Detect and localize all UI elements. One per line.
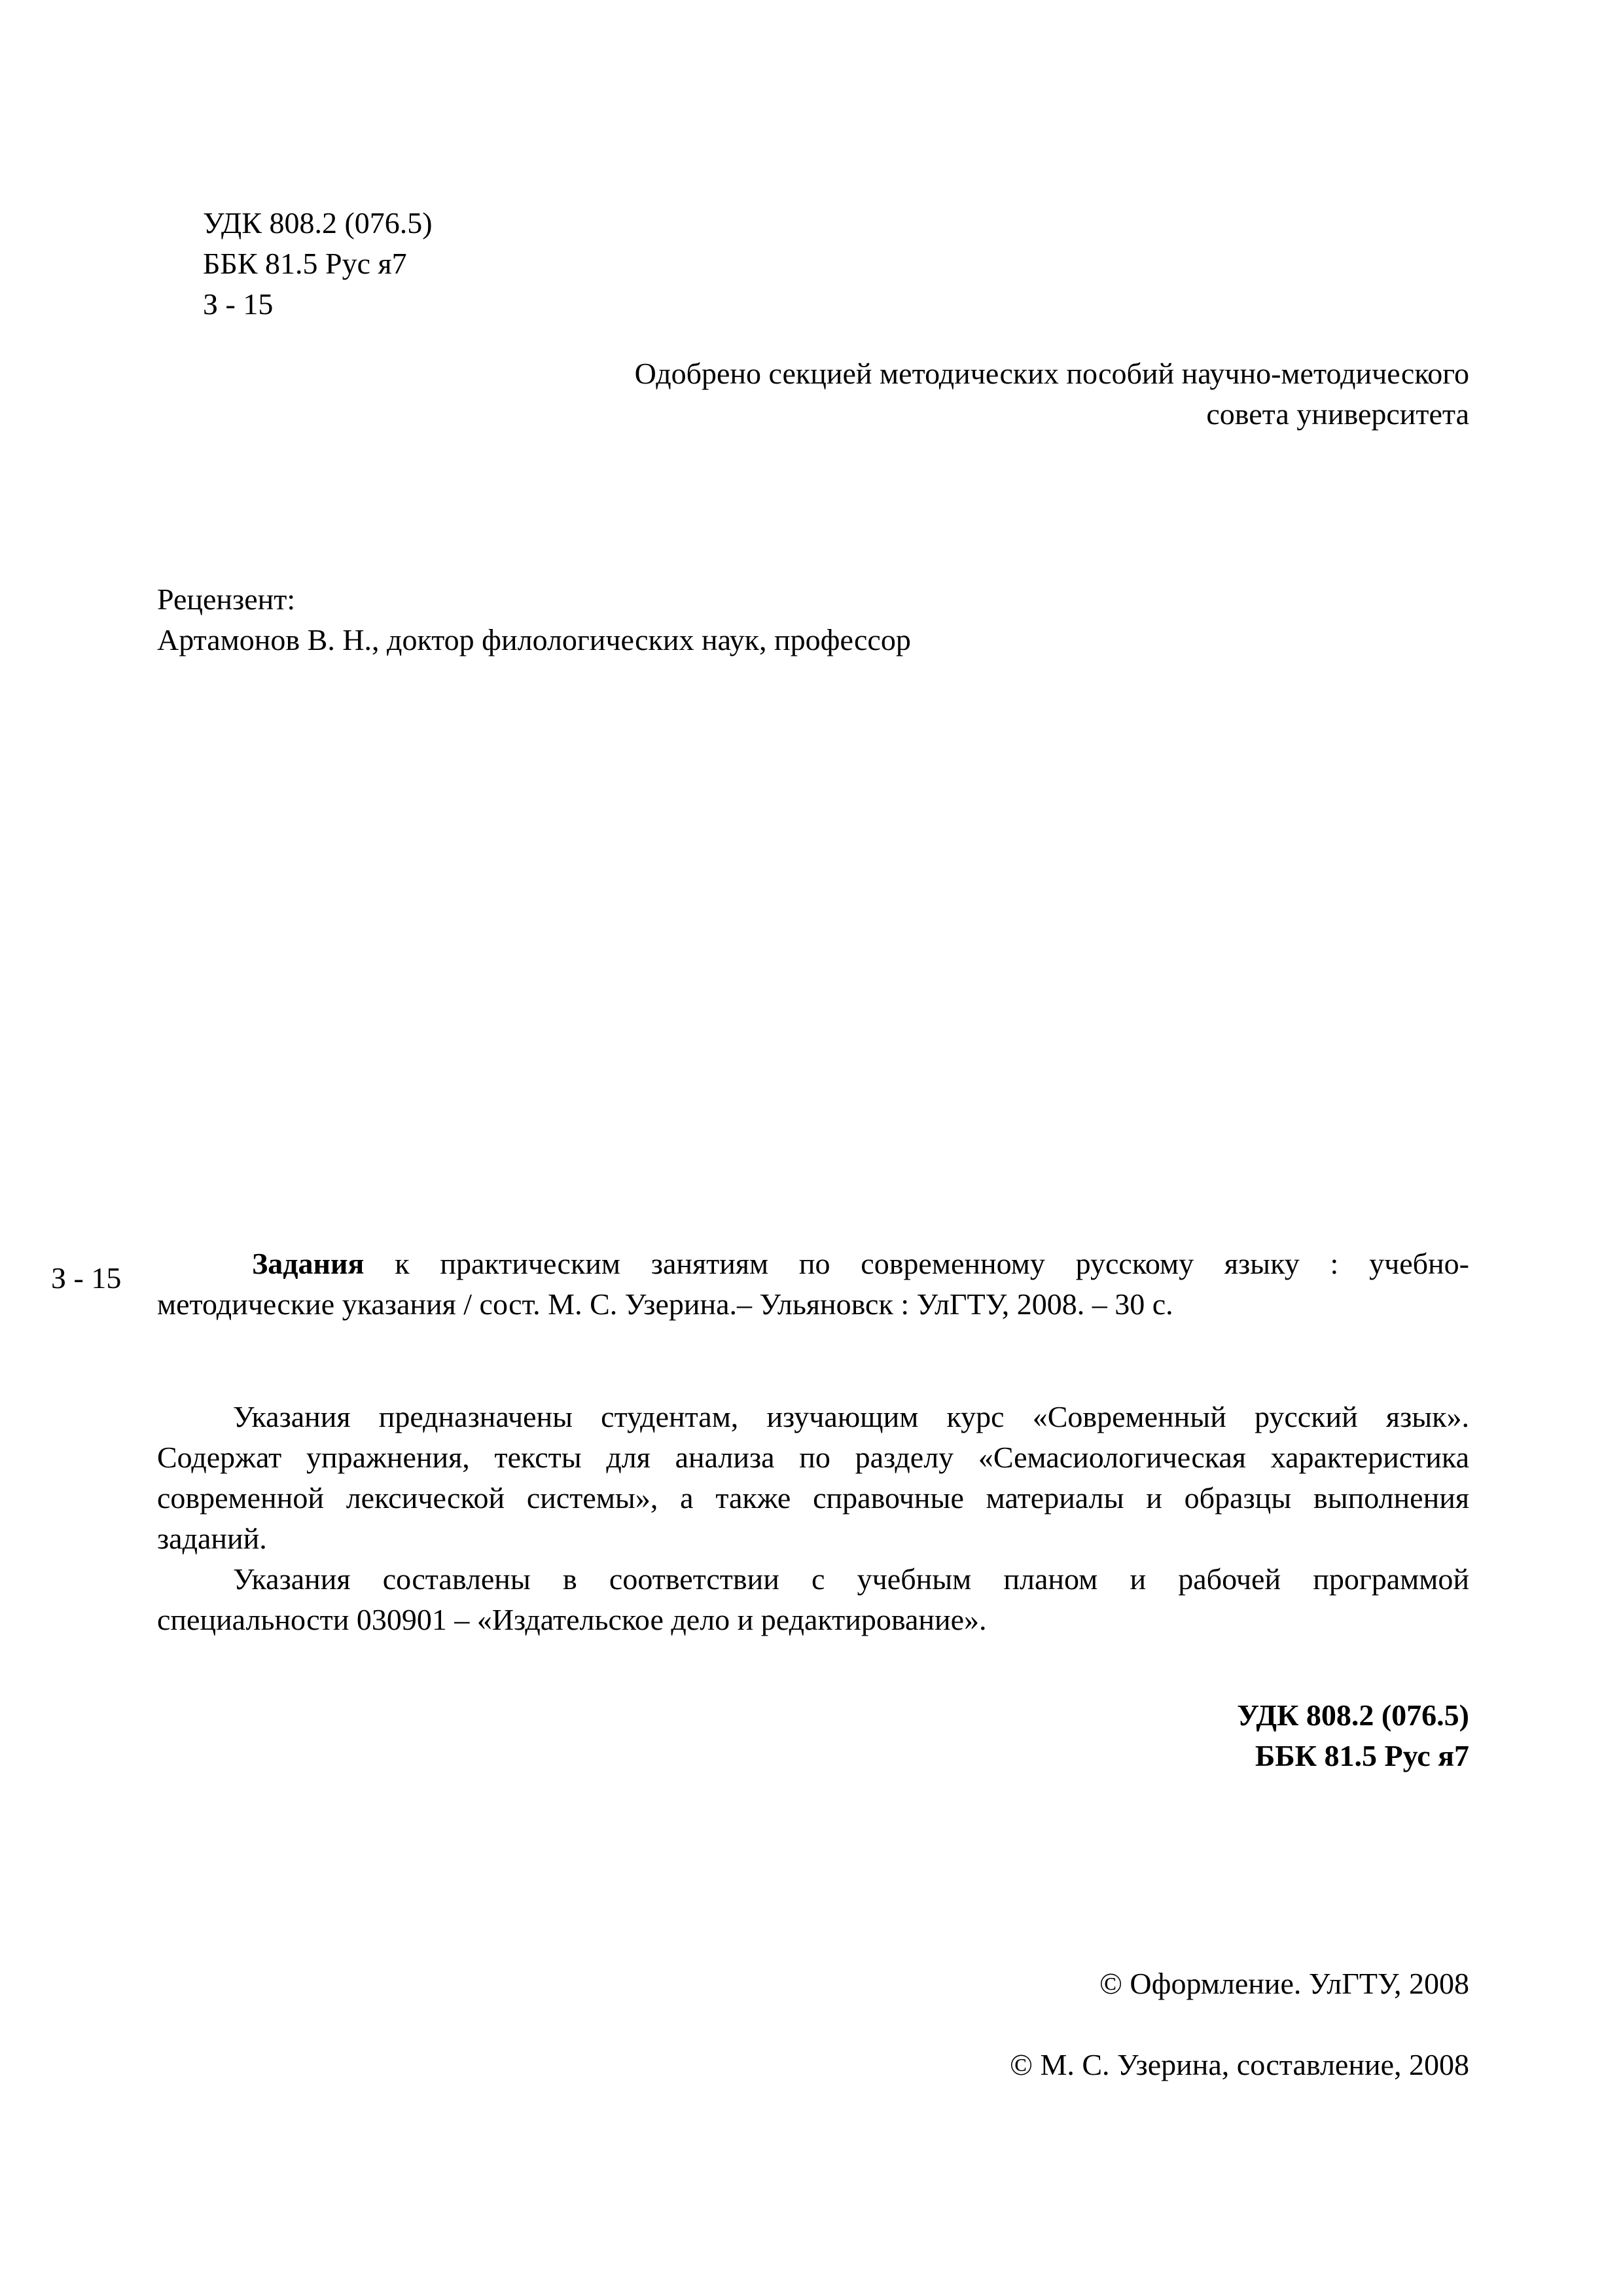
bbk-code: ББК 81.5 Рус я7	[203, 247, 407, 280]
reviewer-name: Артамонов В. Н., доктор филологических наук, профессор	[157, 623, 911, 656]
copyright-line-2: © М. С. Узерина, составление, 2008	[1010, 2048, 1469, 2081]
bibliography-sign: З - 15	[51, 1261, 122, 1295]
reviewer-block	[157, 579, 1204, 660]
reviewer-label: Рецензент:	[157, 583, 296, 616]
annotation-line-5: Указания составлены в соответствии с учебным планом и рабочей программой	[233, 1562, 1469, 1596]
bibliography-line-2: методические указания / сост. М. С. Узерина.– Ульяновск : УлГТУ, 2008. – 30 с.	[157, 1287, 1173, 1321]
bibliography-line-1	[157, 1244, 1469, 1284]
annotation-line-1: Указания предназначены студентам, изучающим курс «Современный русский язык».	[233, 1400, 1469, 1433]
annotation-line-2: Содержат упражнения, тексты для анализа по разделу «Семасиологическая характеристика	[157, 1441, 1469, 1474]
udk-code-bold: УДК 808.2 (076.5)	[1237, 1698, 1469, 1732]
annotation-line-4: заданий.	[157, 1522, 267, 1555]
annotation-line-6: специальности 030901 – «Издательское дело и редактирование».	[157, 1603, 987, 1636]
bbk-code-bold: ББК 81.5 Рус я7	[1255, 1739, 1469, 1772]
copyright-line-1: © Оформление. УлГТУ, 2008	[1099, 1967, 1469, 2000]
classification-bold-block	[916, 1695, 1469, 1776]
approval-line-2: совета университета	[1206, 397, 1469, 431]
udk-code: УДК 808.2 (076.5)	[203, 206, 433, 240]
bibliography-title: Задания	[252, 1247, 365, 1280]
bibliography-line-1-rest: к практическим занятиям по современному русскому языку : учебно-	[364, 1247, 1469, 1280]
author-sign: З - 15	[203, 287, 274, 321]
approval-line-1: Одобрено секцией методических пособий научно-методического	[634, 357, 1469, 390]
approval-block	[458, 353, 1469, 435]
classification-block	[203, 203, 792, 325]
annotation-block	[157, 1397, 1469, 1640]
bibliography-block	[157, 1244, 1469, 1325]
annotation-line-3: современной лексической системы», а также справочные материалы и образцы выполнения	[157, 1481, 1469, 1515]
